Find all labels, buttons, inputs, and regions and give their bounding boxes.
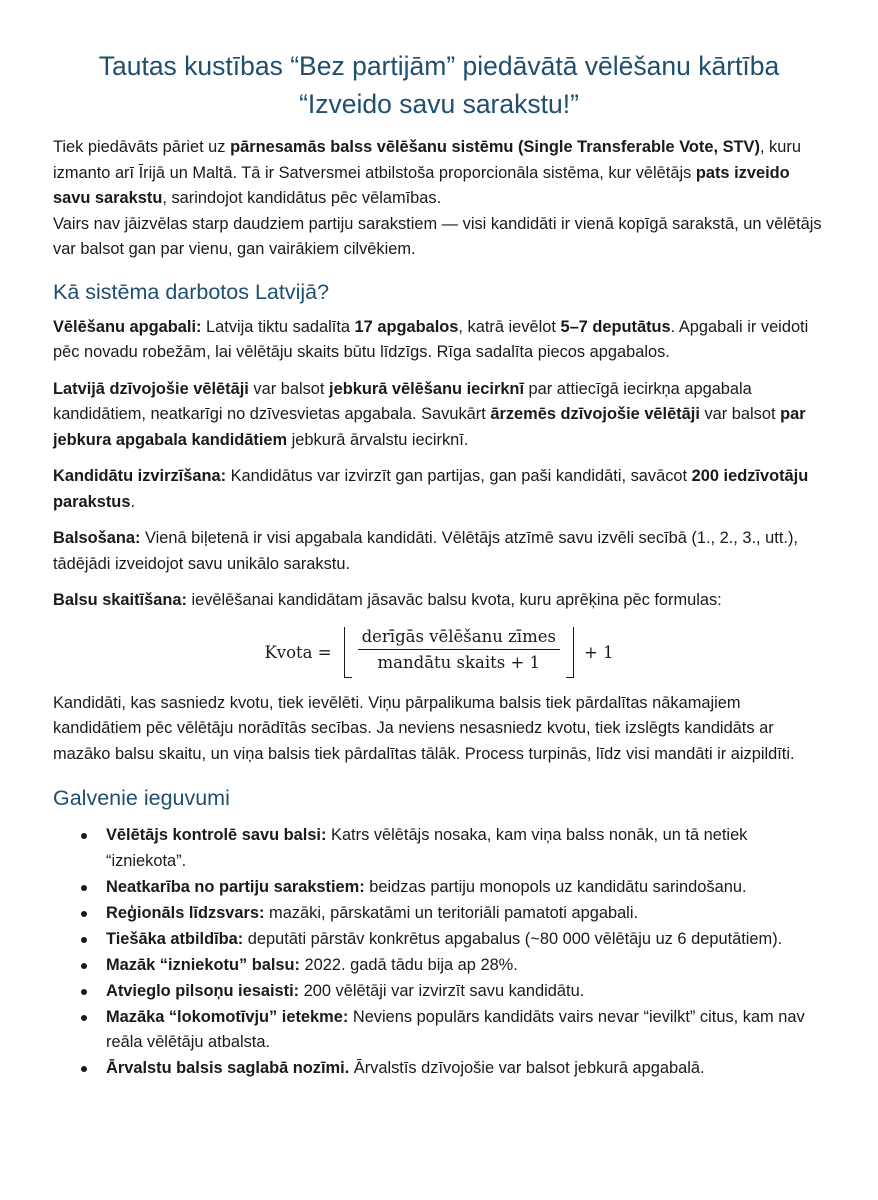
item-label: Neatkarība no partiju sarakstiem: <box>106 877 365 896</box>
item-text: Neviens populārs kandidāts vairs nevar “ievilkt” citus, kam nav reāla vēlētāju atbalsta. <box>106 1007 805 1051</box>
title-line-2: “Izveido savu sarakstu!” <box>299 89 579 119</box>
label-voting: Balsošana: <box>53 529 141 547</box>
item-text: deputāti pārstāv konkrētus apgabalus (~80 000 vēlētāju uz 6 deputātiem). <box>243 929 783 948</box>
bold-text: jebkurā vēlēšanu iecirknī <box>329 379 524 398</box>
text: . <box>130 492 136 511</box>
text: . Apgabali ir veidoti pēc novadu robežām, lai vēlētāju skaits būtu līdzīgs. Rīga sadalīta piecos apgabalos. <box>53 317 809 361</box>
item-label: Mazāka “lokomotīvju” ietekme: <box>106 1007 349 1026</box>
label-districts: Vēlēšanu apgabali: <box>53 317 202 336</box>
formula-floor <box>344 627 574 678</box>
intro-text: Tiek piedāvāts pāriet uz <box>53 138 231 156</box>
paragraph-voters <box>53 377 825 454</box>
text: jebkurā ārvalstu iecirknī. <box>287 430 469 449</box>
item-label: Ārvalstu balsis saglabā nozīmi. <box>106 1059 350 1077</box>
label-nomination: Kandidātu izvirzīšana: <box>53 467 227 485</box>
intro-paragraph <box>53 135 825 263</box>
bold-text: 200 iedzīvotāju parakstus <box>53 467 809 511</box>
quota-formula <box>53 623 825 683</box>
list-item <box>106 875 825 901</box>
title-line-1: Tautas kustības “Bez partijām” piedāvātā vēlēšanu kārtība <box>98 51 780 81</box>
bold-text: 5–7 deputātus <box>560 317 671 336</box>
list-item <box>106 1005 825 1056</box>
text: Vienā biļetenā ir visi apgabala kandidāti. Vēlētājs atzīmē savu izvēli secībā (1., 2., 3., utt.), tādējādi izveidojot savu unikālo sarakstu. <box>53 529 798 573</box>
item-text: mazāki, pārskatāmi un teritoriāli pamatoti apgabali. <box>264 903 639 922</box>
intro-line-2: Vairs nav jāizvēlas starp daudziem partiju sarakstiem — visi kandidāti ir vienā kopīgā sarakstā, un vēlētājs var balsot gan par vienu, gan vairākiem cilvēkiem. <box>53 214 822 258</box>
item-label: Reģionāls līdzsvars: <box>106 903 265 922</box>
item-label: Tiešāka atbildība: <box>106 929 244 948</box>
paragraph-districts <box>53 315 825 366</box>
bold-text: ārzemēs dzīvojošie vēlētāji <box>490 405 700 423</box>
text: var balsot <box>248 379 330 398</box>
paragraph-voting <box>53 526 825 577</box>
list-item <box>106 901 825 927</box>
item-label: Mazāk “izniekotu” balsu: <box>106 955 300 974</box>
paragraph-counting <box>53 588 825 614</box>
text: Latvija tiktu sadalīta <box>201 317 355 336</box>
intro-text: , kuru izmanto arī Īrijā un Maltā. Tā ir Satversmei atbilstoša proporcionāla sistēma, kur vēlētājs <box>53 138 801 182</box>
item-text: 200 vēlētāji var izvirzīt savu kandidātu. <box>299 981 585 1000</box>
intro-bold-own-list: pats izveido savu sarakstu <box>53 163 790 207</box>
intro-text: , sarindojot kandidātus pēc vēlamības. <box>162 189 442 207</box>
page-title <box>53 0 825 123</box>
text: , katrā ievēlot <box>458 317 561 336</box>
item-label: Vēlētājs kontrolē savu balsi: <box>106 826 327 844</box>
floor-bracket-right <box>566 627 574 678</box>
text: var balsot <box>699 405 781 423</box>
intro-bold-stv: pārnesamās balss vēlēšanu sistēmu (Single Transferable Vote, STV) <box>230 138 760 156</box>
paragraph-nomination <box>53 464 825 515</box>
bold-text: Latvijā dzīvojošie vēlētāji <box>53 379 249 398</box>
bold-text: par jebkura apgabala kandidātiem <box>53 405 806 449</box>
section-heading-benefits: Galvenie ieguvumi <box>53 786 230 810</box>
section-heading-how: Kā sistēma darbotos Latvijā? <box>53 279 330 304</box>
bold-text: 17 apgabalos <box>354 317 459 336</box>
list-item <box>106 1056 825 1082</box>
formula-denominator: mandātu skaits + 1 <box>377 653 541 672</box>
formula-fraction <box>352 627 566 678</box>
formula-rhs: + 1 <box>583 643 614 662</box>
item-text: Katrs vēlētājs nosaka, kam viņa balss nonāk, un tā netiek “izniekota”. <box>106 826 748 870</box>
label-counting: Balsu skaitīšana: <box>53 591 187 609</box>
item-text: Ārvalstīs dzīvojošie var balsot jebkurā apgabalā. <box>349 1059 705 1077</box>
list-item <box>106 823 825 874</box>
text: ievēlēšanai kandidātam jāsavāc balsu kvota, kuru aprēķina pēc formulas: <box>186 591 722 609</box>
list-item <box>106 979 825 1005</box>
paragraph-after-formula: Kandidāti, kas sasniedz kvotu, tiek ievēlēti. Viņu pārpalikuma balsis tiek pārdalītas nākamajiem kandidātiem pēc vēlētāju norādītās secības. Ja neviens nesasniedz kvotu, tiek izslēgts kandidāts ar mazāko balsu skaitu, un viņa balsis tiek pārdalītas tālāk. Process turpinās, līdz visi mandāti ir aizpildīti. <box>53 693 795 763</box>
item-label: Atvieglo pilsoņu iesaisti: <box>106 981 300 1000</box>
formula-numerator: derīgās vēlēšanu zīmes <box>358 627 560 650</box>
text: par attiecīgā iecirkņa apgabala kandidātiem, neatkarīgi no dzīvesvietas apgabala. Savukārt <box>53 379 752 423</box>
intro-line-1 <box>53 135 825 212</box>
formula-lhs: Kvota = <box>264 643 332 662</box>
list-item <box>106 927 825 953</box>
list-item <box>106 953 825 979</box>
item-text: beidzas partiju monopols uz kandidātu sarindošanu. <box>364 877 747 896</box>
text: Kandidātus var izvirzīt gan partijas, gan paši kandidāti, savācot <box>226 467 692 485</box>
floor-bracket-left <box>344 627 352 678</box>
item-text: 2022. gadā tādu bija ap 28%. <box>300 955 518 974</box>
benefits-list <box>53 823 825 1082</box>
